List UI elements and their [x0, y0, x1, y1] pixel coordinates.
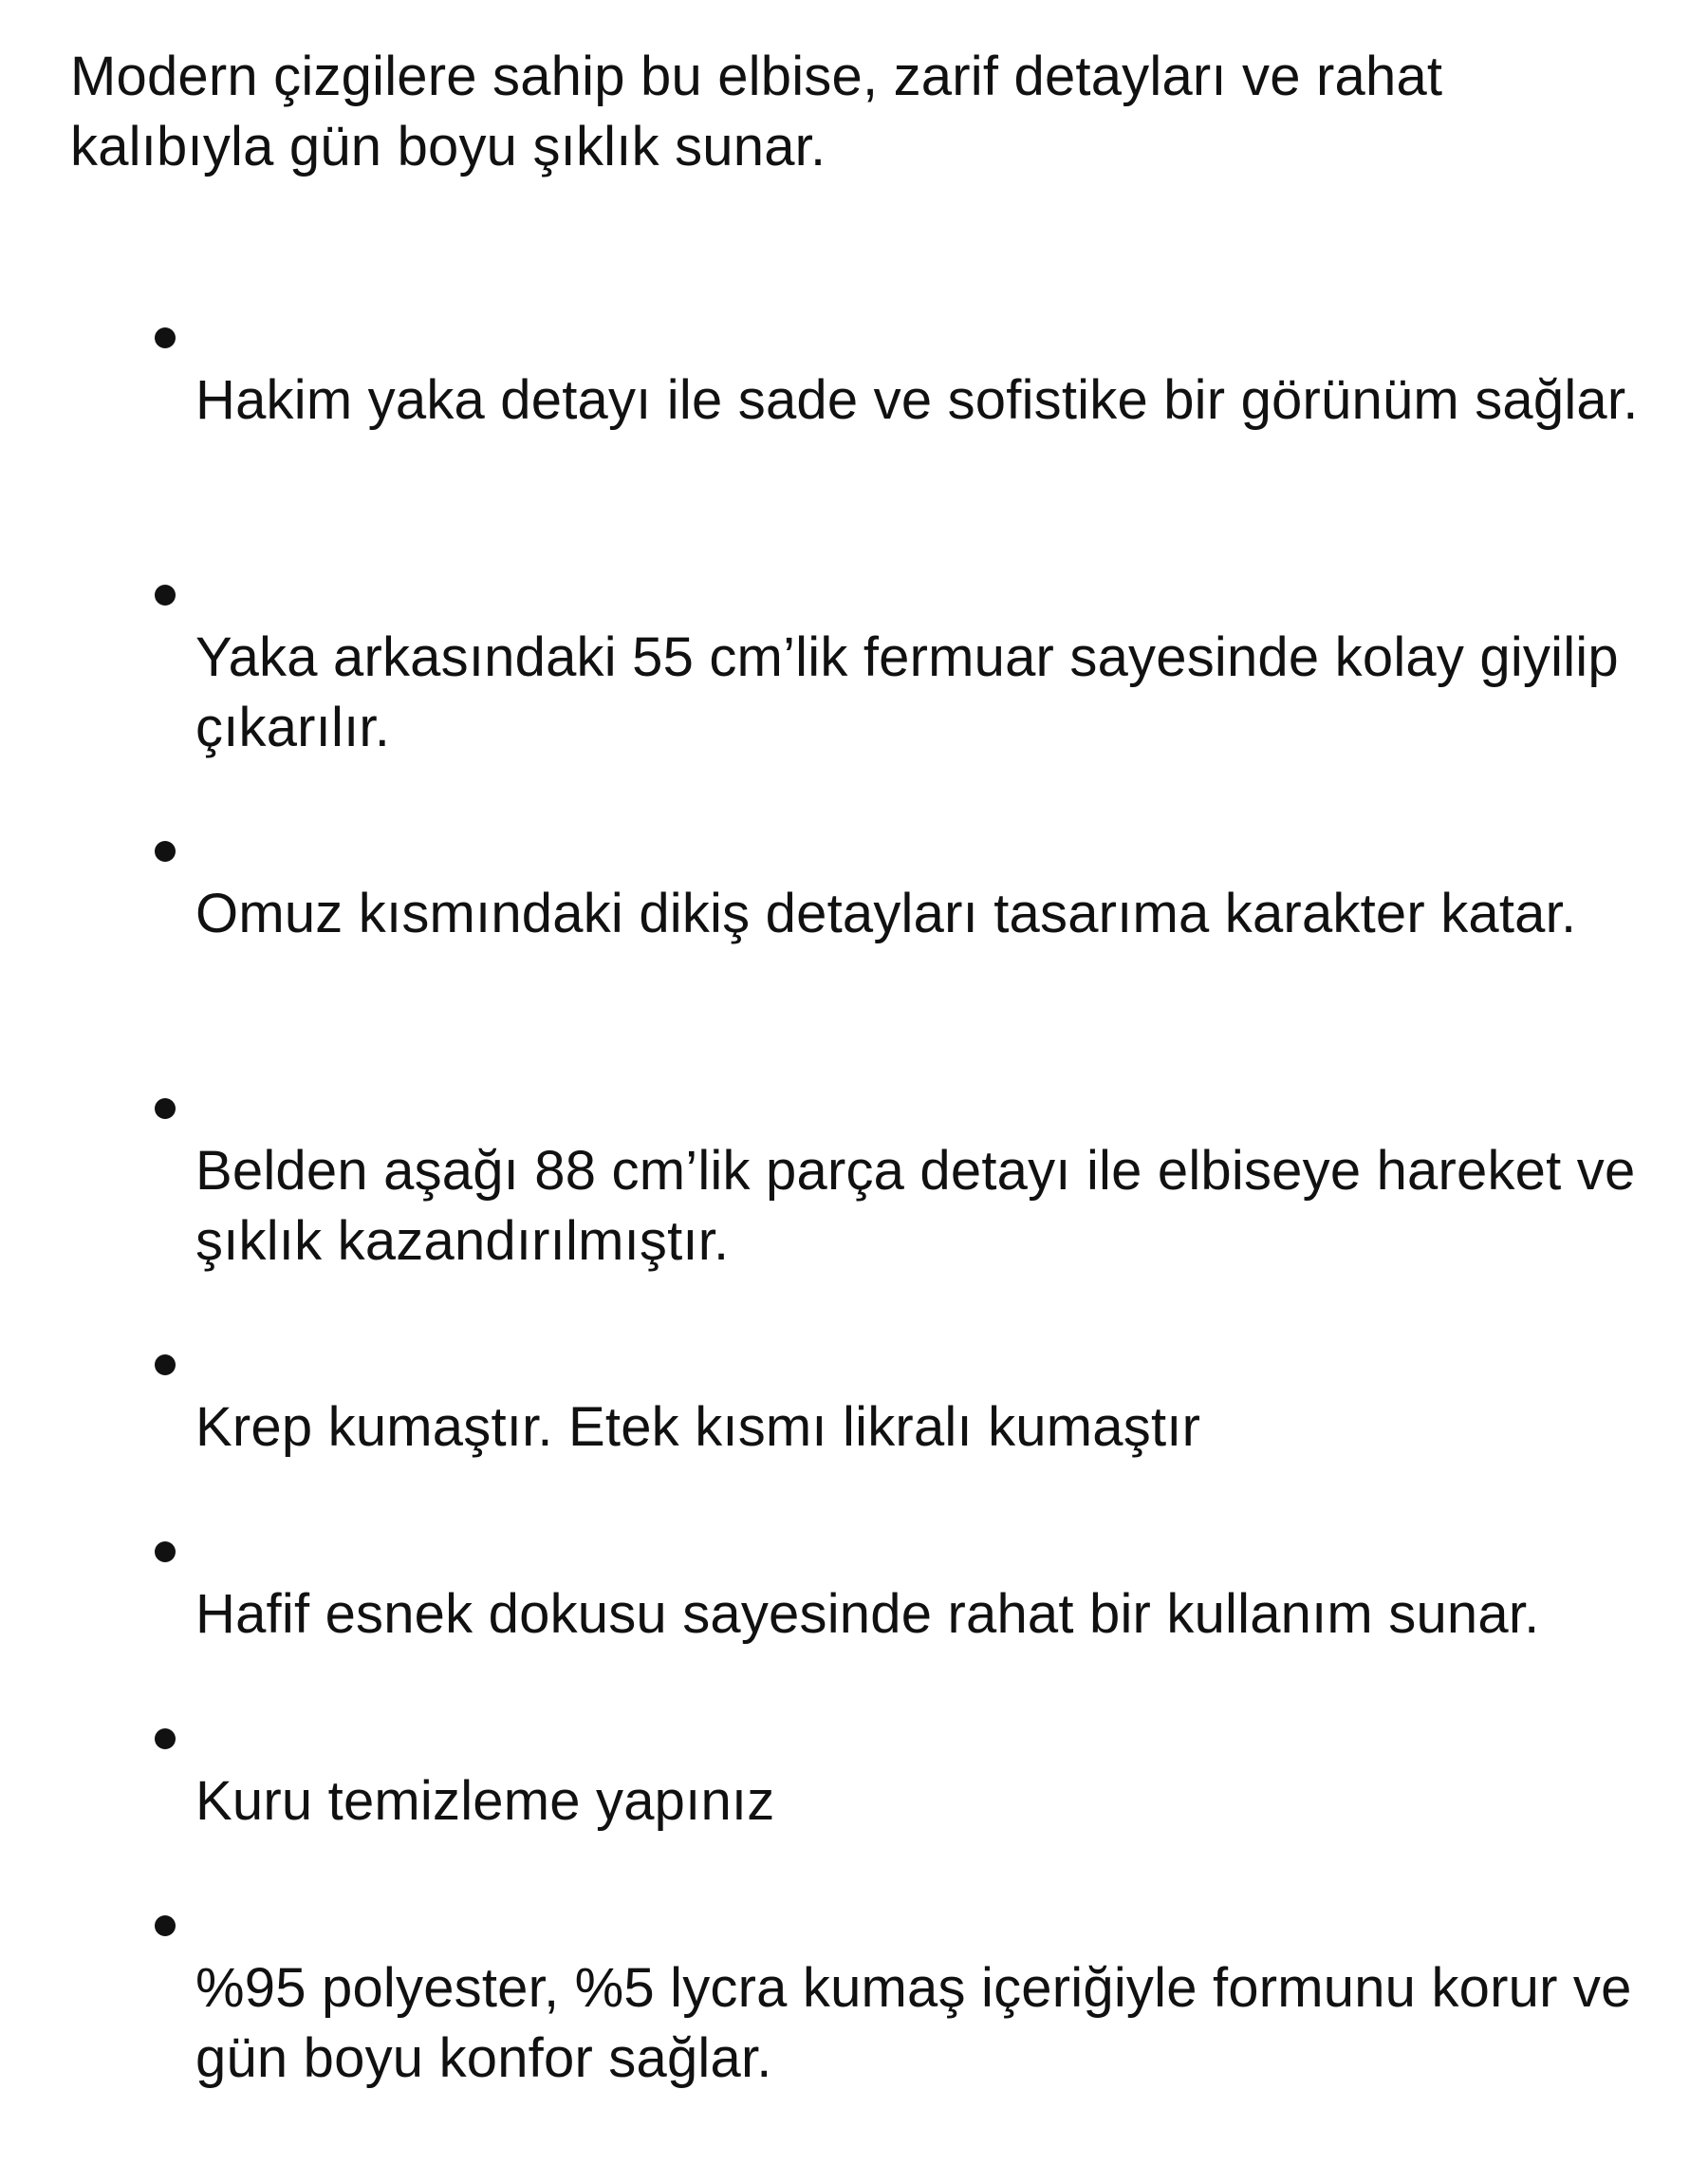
feature-text: Hafif esnek dokusu sayesinde rahat bir kullanım sunar.: [195, 1583, 1540, 1645]
bullet-dot: [155, 1354, 176, 1375]
feature-text: Omuz kısmındaki dikiş detayları tasarıma karakter katar.: [195, 883, 1577, 944]
bullet-dot: [155, 1728, 176, 1749]
feature-text: Yaka arkasındaki 55 cm’lik fermuar sayesinde kolay giyilip çıkarılır.: [195, 626, 1619, 758]
feature-text: %95 polyester, %5 lycra kumaş içeriğiyle formunu korur ve gün boyu konfor sağlar.: [195, 1957, 1632, 2089]
bullet-dot: [155, 327, 176, 348]
feature-text: Krep kumaştır. Etek kısmı likralı kumaştır: [195, 1396, 1201, 1458]
bullet-dot: [155, 1915, 176, 1936]
intro-paragraph: Modern çizgilere sahip bu elbise, zarif detayları ve rahat kalıbıyla gün boyu şıklık sunar.: [70, 46, 1443, 177]
feature-text: Belden aşağı 88 cm’lik parça detayı ile elbiseye hareket ve şıklık kazandırılmıştır.: [195, 1140, 1636, 1272]
bullet-dot: [155, 585, 176, 606]
bullet-dot: [155, 1541, 176, 1562]
bullet-dot: [155, 841, 176, 862]
feature-text: Hakim yaka detayı ile sade ve sofistike bir görünüm sağlar.: [195, 369, 1639, 431]
feature-text: Kuru temizleme yapınız: [195, 1770, 775, 1832]
bullet-dot: [155, 1098, 176, 1119]
